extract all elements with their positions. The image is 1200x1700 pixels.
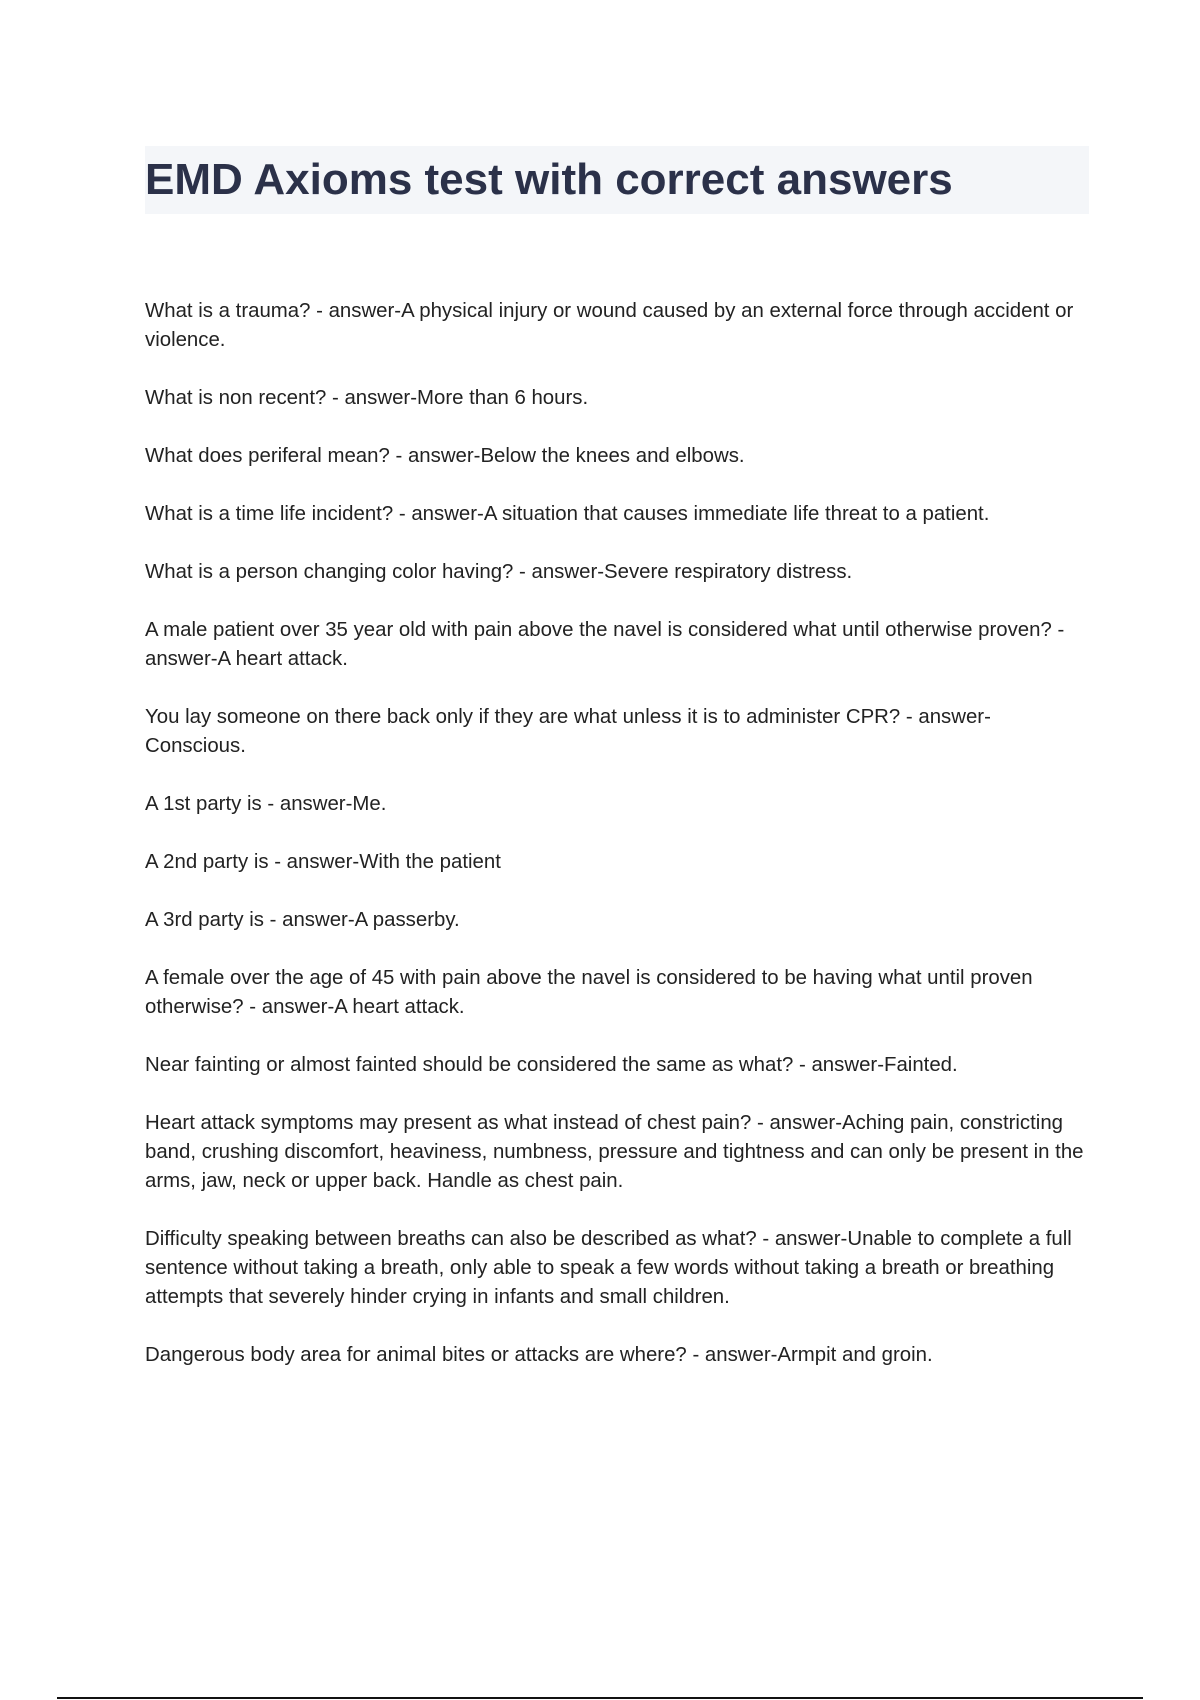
- qa-item: A female over the age of 45 with pain above the navel is considered to be having what until proven otherwise? - answer-A heart attack.: [145, 967, 1033, 1018]
- qa-item: A 3rd party is - answer-A passerby.: [145, 909, 460, 931]
- qa-item: What does periferal mean? - answer-Below the knees and elbows.: [145, 445, 745, 467]
- qa-item: A 2nd party is - answer-With the patient: [145, 851, 501, 873]
- qa-item: What is non recent? - answer-More than 6 hours.: [145, 387, 589, 409]
- page-title: EMD Axioms test with correct answers: [145, 155, 953, 204]
- qa-item: Heart attack symptoms may present as what instead of chest pain? - answer-Aching pain, constricting band, crushing discomfort, heaviness, numbness, pressure and tightness and can only be present in the arms, jaw, neck or upper back. Handle as chest pain.: [145, 1112, 1084, 1192]
- qa-item: Dangerous body area for animal bites or attacks are where? - answer-Armpit and groin.: [145, 1344, 933, 1366]
- qa-item: Near fainting or almost fainted should be considered the same as what? - answer-Fainted.: [145, 1054, 958, 1076]
- qa-item: A 1st party is - answer-Me.: [145, 793, 387, 815]
- title-banner: [145, 146, 1089, 214]
- qa-list: [145, 297, 1085, 1399]
- qa-item: What is a time life incident? - answer-A situation that causes immediate life threat to a patient.: [145, 503, 990, 525]
- qa-item: A male patient over 35 year old with pain above the navel is considered what until otherwise proven? - answer-A heart attack.: [145, 619, 1065, 670]
- qa-item: Difficulty speaking between breaths can also be described as what? - answer-Unable to complete a full sentence without taking a breath, only able to speak a few words without taking a breath or breathing attempts that severely hinder crying in infants and small children.: [145, 1228, 1072, 1308]
- footer-divider: [57, 1697, 1143, 1699]
- qa-item: What is a person changing color having? - answer-Severe respiratory distress.: [145, 561, 853, 583]
- qa-item: What is a trauma? - answer-A physical injury or wound caused by an external force through accident or violence.: [145, 300, 1074, 351]
- qa-item: You lay someone on there back only if they are what unless it is to administer CPR? - answer-Conscious.: [145, 706, 991, 757]
